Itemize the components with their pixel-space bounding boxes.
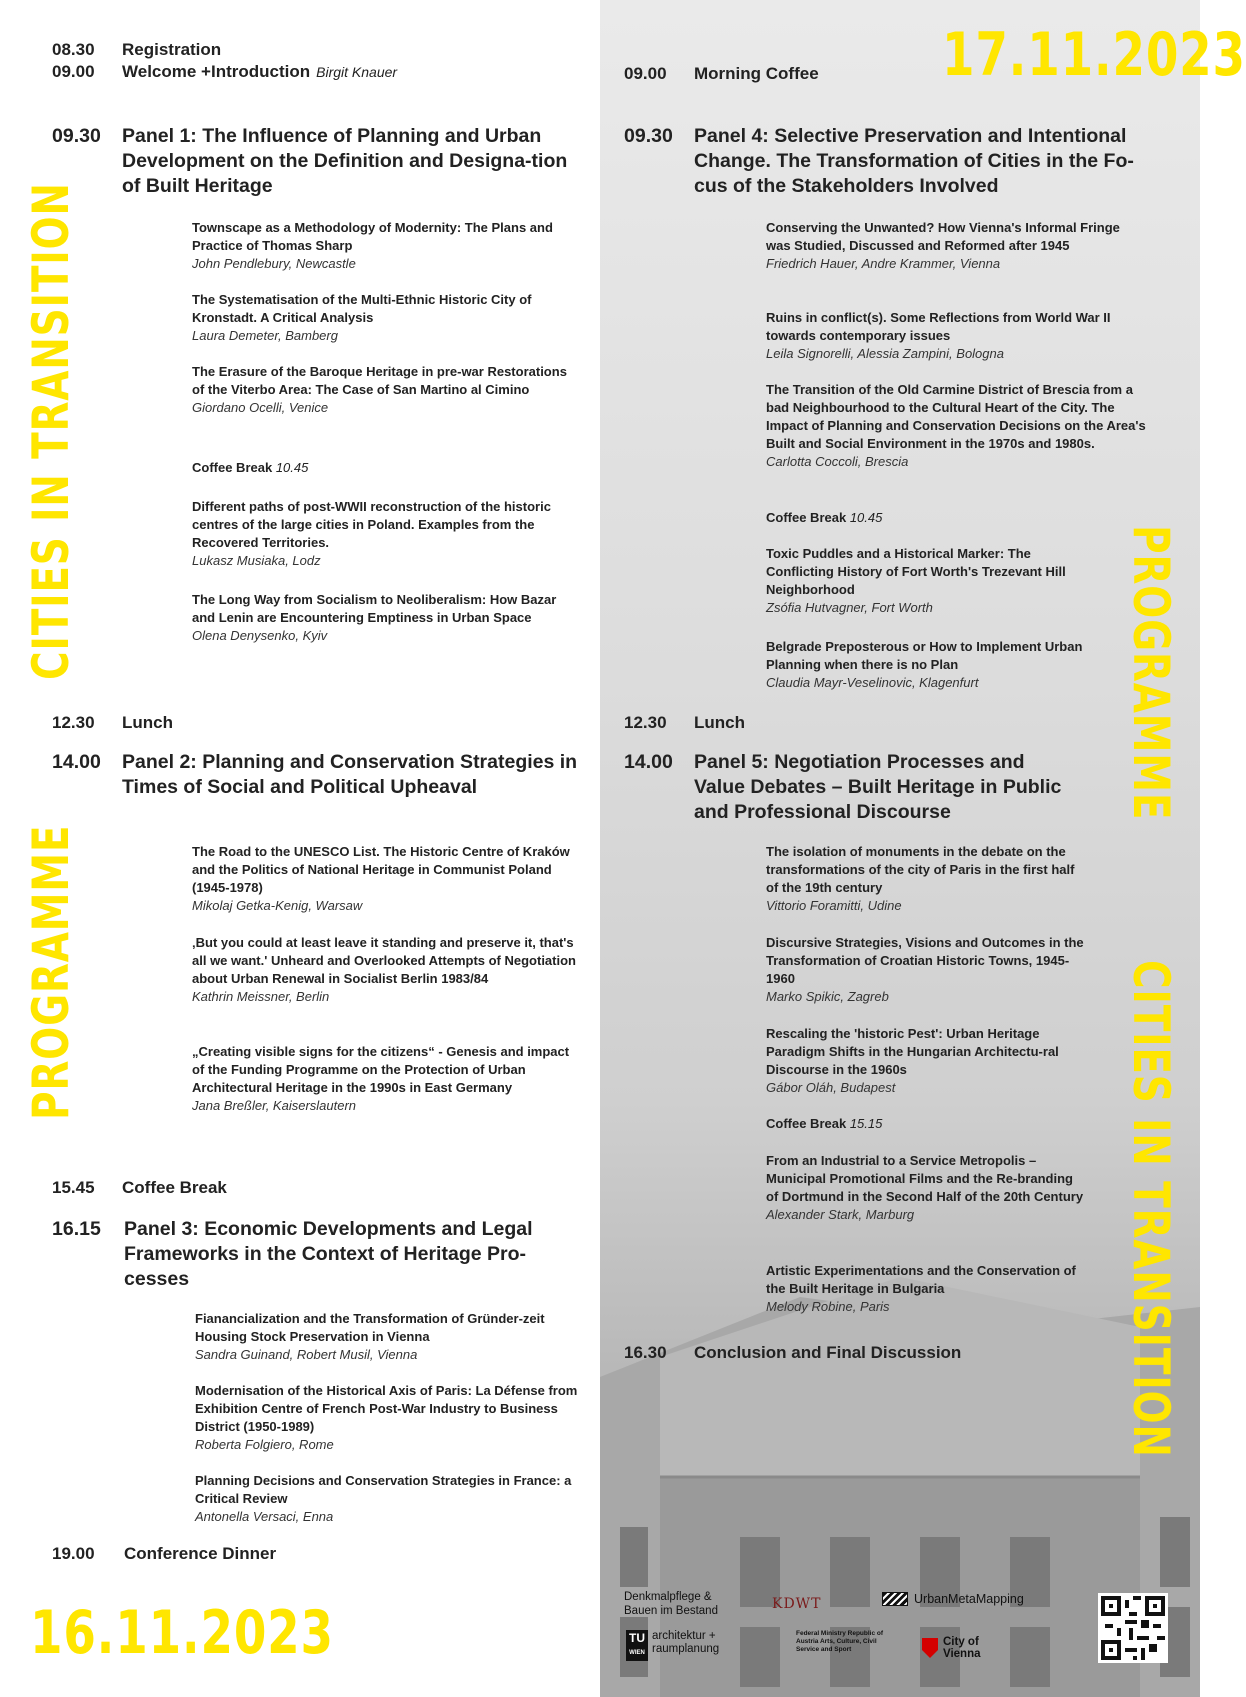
left-column	[0, 0, 600, 1697]
coffee-break	[192, 460, 308, 475]
logo-city-of-vienna: City of Vienna	[922, 1636, 998, 1660]
time: 12.30	[624, 713, 667, 732]
time: 08.30	[52, 40, 95, 59]
schedule-lunch	[624, 713, 745, 733]
talk	[766, 1152, 1086, 1224]
vertical-title-cities: CITIES IN TRANSITION	[1122, 960, 1180, 1458]
label: Welcome +Introduction	[122, 62, 311, 81]
talk-author: Gábor Oláh, Budapest	[766, 1080, 896, 1095]
schedule-dinner	[52, 1544, 276, 1564]
talk-title: Belgrade Preposterous or How to Implement Urban Planning when there is no Plan	[766, 639, 1083, 672]
talk-title: The Road to the UNESCO List. The Historic Centre of Kraków and the Politics of National Heritage in Communist Poland (1945-1978)	[192, 844, 570, 895]
time: 09.30	[52, 125, 101, 147]
label: Lunch	[694, 713, 745, 732]
talk	[766, 309, 1146, 363]
urbanmeta-icon	[882, 1592, 908, 1606]
vertical-title-programme: PROGRAMME	[1122, 525, 1180, 821]
logo-tu-wien: TU WIEN architektur + raumplanung	[626, 1630, 732, 1661]
talk-author: Marko Spikic, Zagreb	[766, 989, 889, 1004]
date-day-2: 17.11.2023	[942, 20, 1246, 90]
talk-title: ‚But you could at least leave it standing and preserve it, that's all we want.' Unheard and Overlooked Attempts of Negotiation about Urban Renewal in Socialist Berlin 1983/84	[192, 935, 576, 986]
talk-title: The Erasure of the Baroque Heritage in pre-war Restorations of the Viterbo Area: The Case of San Martino al Cimino	[192, 364, 567, 397]
talk	[192, 934, 582, 1006]
talk-title: Toxic Puddles and a Historical Marker: The Conflicting History of Fort Worth's Trezevant Hill Neighborhood	[766, 546, 1066, 597]
talk-author: Lukasz Musiaka, Lodz	[192, 553, 321, 568]
talk-author: Melody Robine, Paris	[766, 1299, 890, 1314]
logo-denkmalpflege: Denkmalpflege & Bauen im Bestand	[624, 1591, 718, 1617]
right-column	[600, 0, 1246, 1697]
schedule-welcome	[52, 62, 397, 82]
coffee-time: 10.45	[275, 460, 309, 475]
time: 16.15	[52, 1218, 101, 1240]
talk	[766, 934, 1086, 1006]
talk-author: Kathrin Meissner, Berlin	[192, 989, 330, 1004]
talk	[192, 363, 582, 417]
coffee-label: Coffee Break	[766, 1116, 847, 1131]
talk	[192, 591, 582, 645]
time: 14.00	[52, 751, 101, 773]
vertical-title-cities: CITIES IN TRANSITION	[22, 182, 80, 680]
talk-title: The Long Way from Socialism to Neoliberalism: How Bazar and Lenin are Encountering Emptiness in Urban Space	[192, 592, 557, 625]
talk-title: Artistic Experimentations and the Conservation of the Built Heritage in Bulgaria	[766, 1263, 1076, 1296]
talk	[766, 843, 1086, 915]
talk-title: The Systematisation of the Multi-Ethnic Historic City of Kronstadt. A Critical Analysis	[192, 292, 532, 325]
talk	[192, 219, 582, 273]
talk	[766, 381, 1156, 471]
panel-title: Panel 5: Negotiation Processes and Value Debates – Built Heritage in Public and Professional Discourse	[694, 751, 1062, 823]
panel-3-heading	[52, 1217, 592, 1292]
talk	[195, 1472, 585, 1526]
talk-author: John Pendlebury, Newcastle	[192, 256, 356, 271]
panel-2-heading	[52, 750, 592, 800]
talk-title: The isolation of monuments in the debate on the transformations of the city of Paris in the first half of the 19th century	[766, 844, 1075, 895]
talk	[192, 291, 582, 345]
talk-author: Alexander Stark, Marburg	[766, 1207, 915, 1222]
talk	[192, 498, 582, 570]
talk	[195, 1310, 585, 1364]
talk-title: Townscape as a Methodology of Modernity: The Plans and Practice of Thomas Sharp	[192, 220, 553, 253]
talk-author: Sandra Guinand, Robert Musil, Vienna	[195, 1347, 418, 1362]
talk-author: Friedrich Hauer, Andre Krammer, Vienna	[766, 256, 1001, 271]
panel-title: Panel 4: Selective Preservation and Intentional Change. The Transformation of Cities in the Fo-cus of the Stakeholders Involved	[694, 125, 1134, 197]
vertical-title-programme: PROGRAMME	[22, 824, 80, 1120]
time: 14.00	[624, 751, 673, 773]
talk-author: Laura Demeter, Bamberg	[192, 328, 338, 343]
qr-code-icon	[1101, 1596, 1165, 1660]
talk	[766, 219, 1146, 273]
panel-title: Panel 2: Planning and Conservation Strategies in Times of Social and Political Upheaval	[122, 751, 578, 798]
talk-author: Claudia Mayr-Veselinovic, Klagenfurt	[766, 675, 979, 690]
coffee-break	[766, 510, 882, 525]
speaker-name: Birgit Knauer	[316, 64, 398, 80]
talk-title: Different paths of post-WWII reconstruction of the historic centres of the large cities in Poland. Examples from the Recovered Territories.	[192, 499, 551, 550]
talk	[766, 638, 1086, 692]
time: 09.00	[624, 64, 667, 83]
time: 09.30	[624, 125, 673, 147]
time: 16.30	[624, 1343, 667, 1362]
logo-kdwt: KDWT	[772, 1596, 822, 1612]
coffee-time: 10.45	[849, 510, 883, 525]
talk-title: From an Industrial to a Service Metropolis – Municipal Promotional Films and the Re-branding of Dortmund in the Second Half of the 20th Century	[766, 1153, 1084, 1204]
talk-author: Olena Denysenko, Kyiv	[192, 628, 328, 643]
talk-title: Planning Decisions and Conservation Strategies in France: a Critical Review	[195, 1473, 572, 1506]
panel-5-heading	[624, 750, 1074, 825]
talk-title: Fianancialization and the Transformation of Gründer-zeit Housing Stock Preservation in Vienna	[195, 1311, 545, 1344]
schedule-morning-coffee	[624, 64, 819, 84]
talk-author: Mikolaj Getka-Kenig, Warsaw	[192, 898, 363, 913]
time: 09.00	[52, 62, 95, 81]
talk-title: Conserving the Unwanted? How Vienna's Informal Fringe was Studied, Discussed and Reformed after 1945	[766, 220, 1120, 253]
talk-title: Rescaling the 'historic Pest': Urban Heritage Paradigm Shifts in the Hungarian Architectu-ral Discourse in the 1960s	[766, 1026, 1059, 1077]
talk-author: Vittorio Foramitti, Udine	[766, 898, 902, 913]
coffee-label: Coffee Break	[766, 510, 847, 525]
panel-title: Panel 3: Economic Developments and Legal Frameworks in the Context of Heritage Pro-cesses	[124, 1218, 533, 1290]
panel-1-heading	[52, 124, 592, 199]
coffee-break	[766, 1116, 882, 1131]
date-day-1: 16.11.2023	[30, 1598, 334, 1668]
talk	[766, 1025, 1086, 1097]
talk	[192, 1043, 582, 1115]
talk	[766, 545, 1086, 617]
talk-author: Antonella Versaci, Enna	[195, 1509, 334, 1524]
time: 12.30	[52, 713, 95, 732]
qr-code[interactable]	[1098, 1593, 1168, 1663]
label: Lunch	[122, 713, 173, 732]
schedule-coffee	[52, 1178, 227, 1198]
schedule-conclusion	[624, 1343, 961, 1363]
talk	[766, 1262, 1086, 1316]
talk-author: Giordano Ocelli, Venice	[192, 400, 329, 415]
coffee-time: 15.15	[849, 1116, 883, 1131]
label: Coffee Break	[122, 1178, 227, 1197]
talk-title: „Creating visible signs for the citizens“ - Genesis and impact of the Funding Programme on the Protection of Urban Architectural Heritage in the 1990s in East Germany	[192, 1044, 570, 1095]
time: 15.45	[52, 1178, 95, 1197]
logo-federal-ministry: Federal Ministry Republic of Austria Arts, Culture, Civil Service and Sport	[796, 1630, 884, 1653]
vienna-shield-icon	[922, 1638, 938, 1658]
talk-title: Discursive Strategies, Visions and Outcomes in the Transformation of Croatian Historic Towns, 1945-1960	[766, 935, 1084, 986]
talk-title: The Transition of the Old Carmine District of Brescia from a bad Neighbourhood to the Cultural Heart of the City. The Impact of Planning and Conservation Decisions on the Area's Built and Social Environment in the 1970s and 1980s.	[766, 382, 1146, 451]
label: Conference Dinner	[124, 1544, 277, 1563]
talk-author: Zsófia Hutvagner, Fort Worth	[766, 600, 933, 615]
talk-author: Roberta Folgiero, Rome	[195, 1437, 334, 1452]
coffee-label: Coffee Break	[192, 460, 273, 475]
time: 19.00	[52, 1544, 95, 1563]
schedule-registration	[52, 40, 221, 60]
panel-4-heading	[624, 124, 1174, 199]
talk	[192, 843, 582, 915]
panel-title: Panel 1: The Influence of Planning and Urban Development on the Definition and Designa-tion of Built Heritage	[122, 125, 568, 197]
talk-author: Leila Signorelli, Alessia Zampini, Bologna	[766, 346, 1004, 361]
label: Conclusion and Final Discussion	[694, 1343, 962, 1362]
talk-author: Carlotta Coccoli, Brescia	[766, 454, 909, 469]
logo-urbanmetamapping: UrbanMetaMapping	[882, 1592, 1024, 1606]
schedule-lunch	[52, 713, 173, 733]
talk-title: Ruins in conflict(s). Some Reflections from World War II towards contemporary issues	[766, 310, 1111, 343]
talk-author: Jana Breßler, Kaiserslautern	[192, 1098, 357, 1113]
talk-title: Modernisation of the Historical Axis of Paris: La Défense from Exhibition Centre of French Post-War Industry to Business District (1950-1989)	[195, 1383, 578, 1434]
talk	[195, 1382, 585, 1454]
label: Registration	[122, 40, 222, 59]
label: Morning Coffee	[694, 64, 819, 83]
